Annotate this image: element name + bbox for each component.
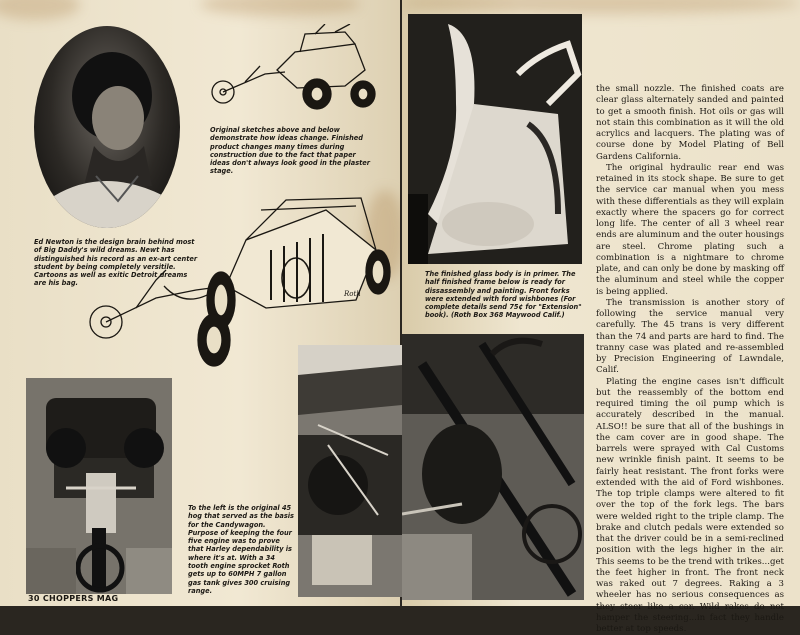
glass-body-caption: The finished glass body is in primer. The half finished frame below is ready for dissassembly and painting. Front forks were extended with ford wishbones (For complete details send 75¢ for "Extension" book). (Roth Box 368 Maywood Calif.) xyxy=(425,270,585,320)
stain xyxy=(200,0,360,16)
sketches-caption: Original sketches above and below demonstrate how ideas change. Finished product changes many times during construction due to the fact that paper ideas don't always look good in the plaster stage. xyxy=(210,126,370,176)
hog-caption: To the left is the original 45 hog that served as the basis for the Candywagon. Purpose of keeping the four five engine was to prove that Harley dependability is where it's at. With a 34 tooth engine sprocket Roth gets up to 60MPH 7 gallon gas tank gives 300 cruising range. xyxy=(188,504,296,595)
newton-caption: Ed Newton is the design brain behind most of Big Daddy's wild dreams. Newt has distinguished his record as an ex-art center student by being completely versitile. Cartoons as well as exitic Detroit dreams are his bag. xyxy=(34,238,198,288)
hog-photo xyxy=(26,378,172,594)
glass-body-photo xyxy=(408,14,582,264)
body-paragraph: Plating the engine cases isn't difficult but the reassembly of the bottom end required timing the oil pump which is accurately described in the manual. ALSO!! be sure that all of the bushings in the cam cover are in good shape. The barrels were sprayed with Cal Customs new wrinkle finish paint. It seems to be fairly heat resistant. The front forks were extended with the aid of Ford wishbones. The top triple clamps were altered to fit over the top of the fork legs. The bars were welded right to the triple clamp. The brake and clutch pedals were extended so that the driver could be in a semi-reclined position with the legs higher in the air. This seems to be the trend with trikes...get the feet higher in front. The front neck was raked out 7 degrees. Raking a 3 wheeler has no serious consequences as they steer like a car. Wild rakes do not hamper the steering...in fact they handle better at top speeds. xyxy=(596,377,784,635)
sketch-top xyxy=(205,24,385,114)
stain xyxy=(402,0,800,14)
body-paragraph: The transmission is another story of following the service manual very carefully. The 45 trans is very different than the 74 and parts are hard to find. The tranny case was plated and re-assembled by Precision Engineering of Lawndale, Calif. xyxy=(596,298,784,377)
sketch-signature: Roth xyxy=(344,290,361,298)
body-paragraph: The original hydraulic rear end was retained in its stock shape. Be sure to get the service car manual when you mess with these differentials as they will explain exactly where the spacers go for correct long life. The center of all 3 wheel rear ends are aluminum and the outer housings are steel. Chrome plating such a combination is a nightmare to chrome plate, and can only be done by masking off the aluminum and steel while the copper is being applied. xyxy=(596,163,784,298)
article-body xyxy=(596,84,784,635)
stain xyxy=(0,0,80,20)
body-paragraph: the small nozzle. The finished coats are clear glass alternately sanded and painted to get a smooth finish. Hot oils or gas will not stain this combination as it will the old acrylics and lacquers. The plating was of course done by Model Plating of Bell Gardens California. xyxy=(596,84,784,163)
trike-photo xyxy=(298,345,402,597)
frame-photo xyxy=(402,334,584,600)
page-folio: 30 CHOPPERS MAG xyxy=(28,594,118,603)
